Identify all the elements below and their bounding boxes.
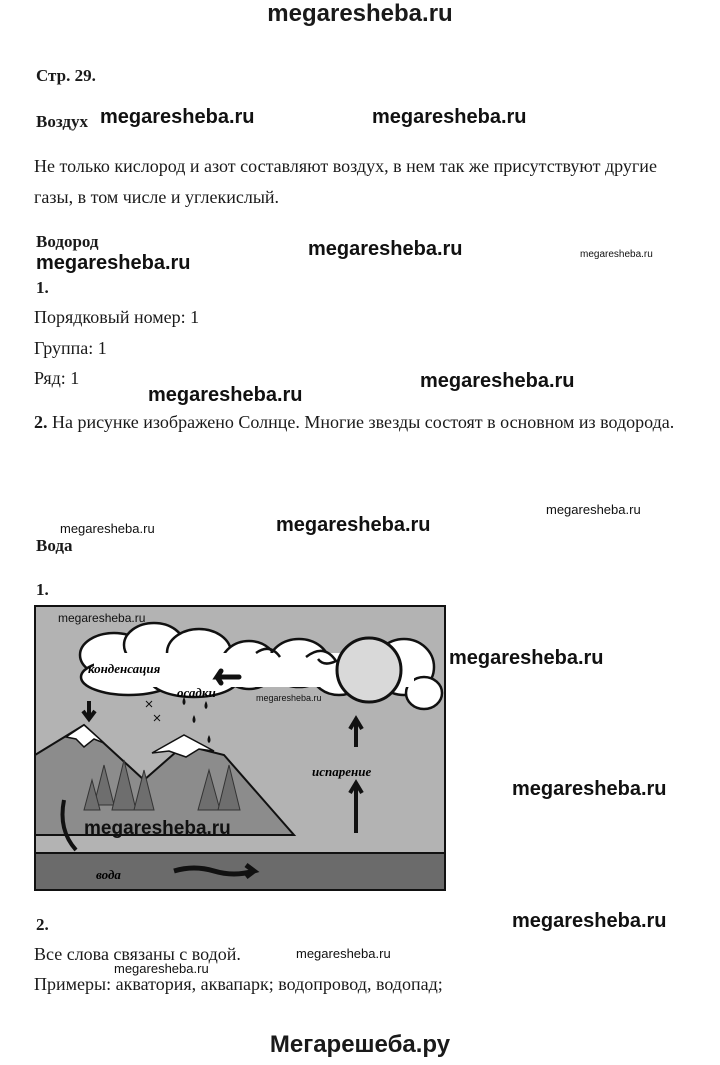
watermark: megaresheba.ru [84, 818, 231, 839]
question-number: 1. [36, 580, 49, 599]
watermark: megaresheba.ru [256, 693, 322, 703]
answer-text: На рисунке изображено Солнце. Многие звезды состоят в основном из водорода. [52, 412, 675, 432]
answer-line: Группа: 1 [34, 338, 107, 358]
watermark: megaresheba.ru [100, 106, 255, 128]
label-condensation: конденсация [88, 661, 161, 676]
question-number: 2. [36, 915, 49, 934]
sun [337, 638, 401, 702]
watermark: megaresheba.ru [58, 611, 146, 625]
answer-line: Все слова связаны с водой. [34, 944, 241, 964]
watermark: megaresheba.ru [60, 521, 155, 536]
label-evaporation: испарение [312, 764, 372, 779]
watermark: megaresheba.ru [420, 370, 575, 392]
watermark: megaresheba.ru [296, 946, 391, 961]
watermark: megaresheba.ru [512, 910, 667, 932]
question-number: 2. [34, 412, 48, 432]
watermark: megaresheba.ru [148, 384, 303, 406]
watermark: megaresheba.ru [449, 647, 604, 669]
water-cycle-diagram [34, 605, 446, 891]
label-precipitation: осадки [177, 685, 216, 700]
watermark: megaresheba.ru [512, 778, 667, 800]
section-title-hydrogen: Водород [36, 232, 99, 251]
watermark: megaresheba.ru [308, 238, 463, 260]
site-header: megaresheba.ru [267, 0, 453, 27]
hydrogen-q2 [34, 407, 684, 438]
section-title-water: Вода [36, 536, 73, 555]
label-water: вода [96, 867, 121, 882]
page-number: Стр. 29. [36, 66, 96, 85]
watermark: megaresheba.ru [276, 514, 431, 536]
answer-line: Ряд: 1 [34, 368, 80, 388]
question-number: 1. [36, 278, 49, 297]
air-text: Не только кислород и азот составляют воздух, в нем так же присутствуют другие газы, в том числе и углекислый. [34, 156, 657, 207]
answer-line: Порядковый номер: 1 [34, 307, 200, 327]
section-title-air: Воздух [36, 112, 88, 131]
watermark: megaresheba.ru [36, 252, 191, 274]
watermark: megaresheba.ru [372, 106, 527, 128]
watermark: megaresheba.ru [546, 502, 641, 517]
footer-brand: Мегарешеба.ру [269, 1031, 451, 1058]
answer-line: Примеры: акватория, аквапарк; водопровод, водопад; [34, 974, 443, 994]
watermark: megaresheba.ru [580, 249, 653, 260]
watermark: megaresheba.ru [114, 961, 209, 976]
